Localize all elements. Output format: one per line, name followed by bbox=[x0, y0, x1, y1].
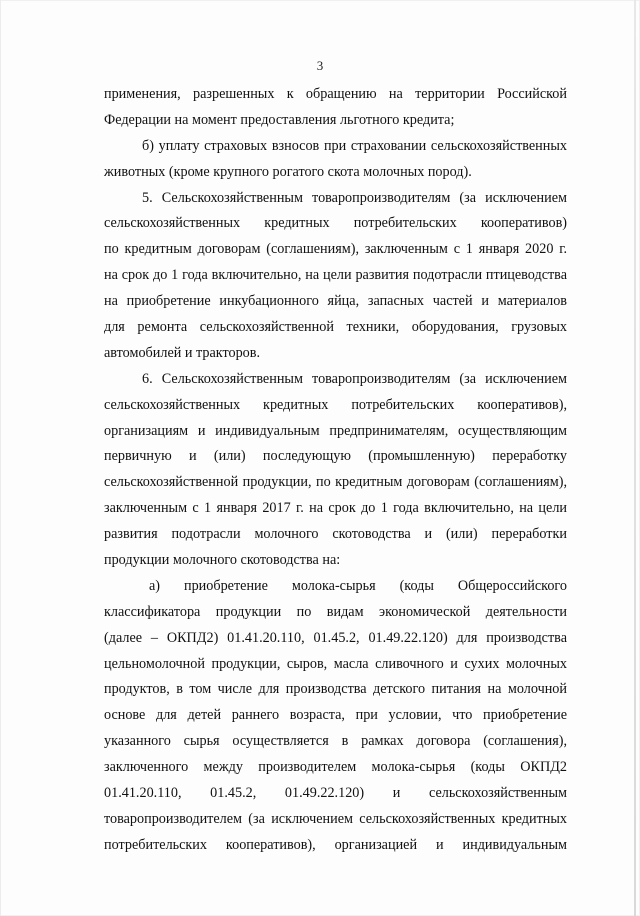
text-line: продуктов, в том числе для производства детского питания на молочной bbox=[104, 681, 567, 698]
text-line: классификатора продукции по видам экономической деятельности bbox=[104, 603, 567, 620]
text-line: по кредитным договорам (соглашениям), заключенным с 1 января 2020 г. bbox=[104, 241, 567, 258]
text-line: развития подотрасли молочного скотоводства и (или) переработки bbox=[104, 526, 567, 543]
text-line: сельскохозяйственных кредитных потребительских кооперативов) bbox=[104, 215, 567, 232]
text-line: заключенным с 1 января 2017 г. на срок до 1 года включительно, на цели bbox=[104, 500, 567, 517]
text-line: товаропроизводителем (за исключением сельскохозяйственных кредитных bbox=[104, 810, 567, 827]
text-line: а) приобретение молока-сырья (коды Общероссийского bbox=[149, 577, 567, 594]
text-line: сельскохозяйственных кредитных потребительских кооперативов), bbox=[104, 396, 567, 413]
text-line: организациям и индивидуальным предпринимателям, осуществляющим bbox=[104, 422, 567, 439]
text-line: первичную и (или) последующую (промышленную) переработку bbox=[104, 448, 567, 465]
body-text bbox=[104, 82, 567, 859]
text-line: животных (кроме крупного рогатого скота молочных пород). bbox=[104, 163, 472, 180]
text-line: автомобилей и тракторов. bbox=[104, 344, 261, 361]
text-line: на срок до 1 года включительно, на цели развития подотрасли птицеводства bbox=[104, 267, 567, 284]
text-line: основе для детей раннего возраста, при условии, что приобретение bbox=[104, 707, 567, 724]
text-line: (далее – ОКПД2) 01.41.20.110, 01.45.2, 01.49.22.120) для производства bbox=[104, 629, 567, 646]
text-line: 01.41.20.110, 01.45.2, 01.49.22.120) и сельскохозяйственным bbox=[104, 785, 567, 802]
text-line: потребительских кооперативов), организацией и индивидуальным bbox=[104, 836, 567, 853]
text-line: на приобретение инкубационного яйца, запасных частей и материалов bbox=[104, 293, 567, 310]
text-line: цельномолочной продукции, сыров, масла сливочного и сухих молочных bbox=[104, 655, 567, 672]
text-line: указанного сырья осуществляется в рамках договора (соглашения), bbox=[104, 733, 567, 750]
text-line: продукции молочного скотоводства на: bbox=[104, 552, 341, 569]
scan-edge-left bbox=[0, 0, 1, 916]
text-line: б) уплату страховых взносов при страховании сельскохозяйственных bbox=[142, 137, 567, 154]
text-line: сельскохозяйственной продукции, по кредитным договорам (соглашениям), bbox=[104, 474, 567, 491]
text-line: Федерации на момент предоставления льготного кредита; bbox=[104, 111, 455, 128]
text-line: применения, разрешенных к обращению на территории Российской bbox=[104, 86, 567, 102]
scan-edge-right bbox=[634, 0, 636, 916]
text-line: заключенного между производителем молока-сырья (коды ОКПД2 bbox=[104, 759, 567, 776]
text-line: для ремонта сельскохозяйственной техники, оборудования, грузовых bbox=[104, 319, 567, 336]
text-line: 5. Сельскохозяйственным товаропроизводителям (за исключением bbox=[142, 189, 567, 206]
text-line: 6. Сельскохозяйственным товаропроизводителям (за исключением bbox=[142, 370, 567, 387]
page-number: 3 bbox=[316, 58, 324, 73]
